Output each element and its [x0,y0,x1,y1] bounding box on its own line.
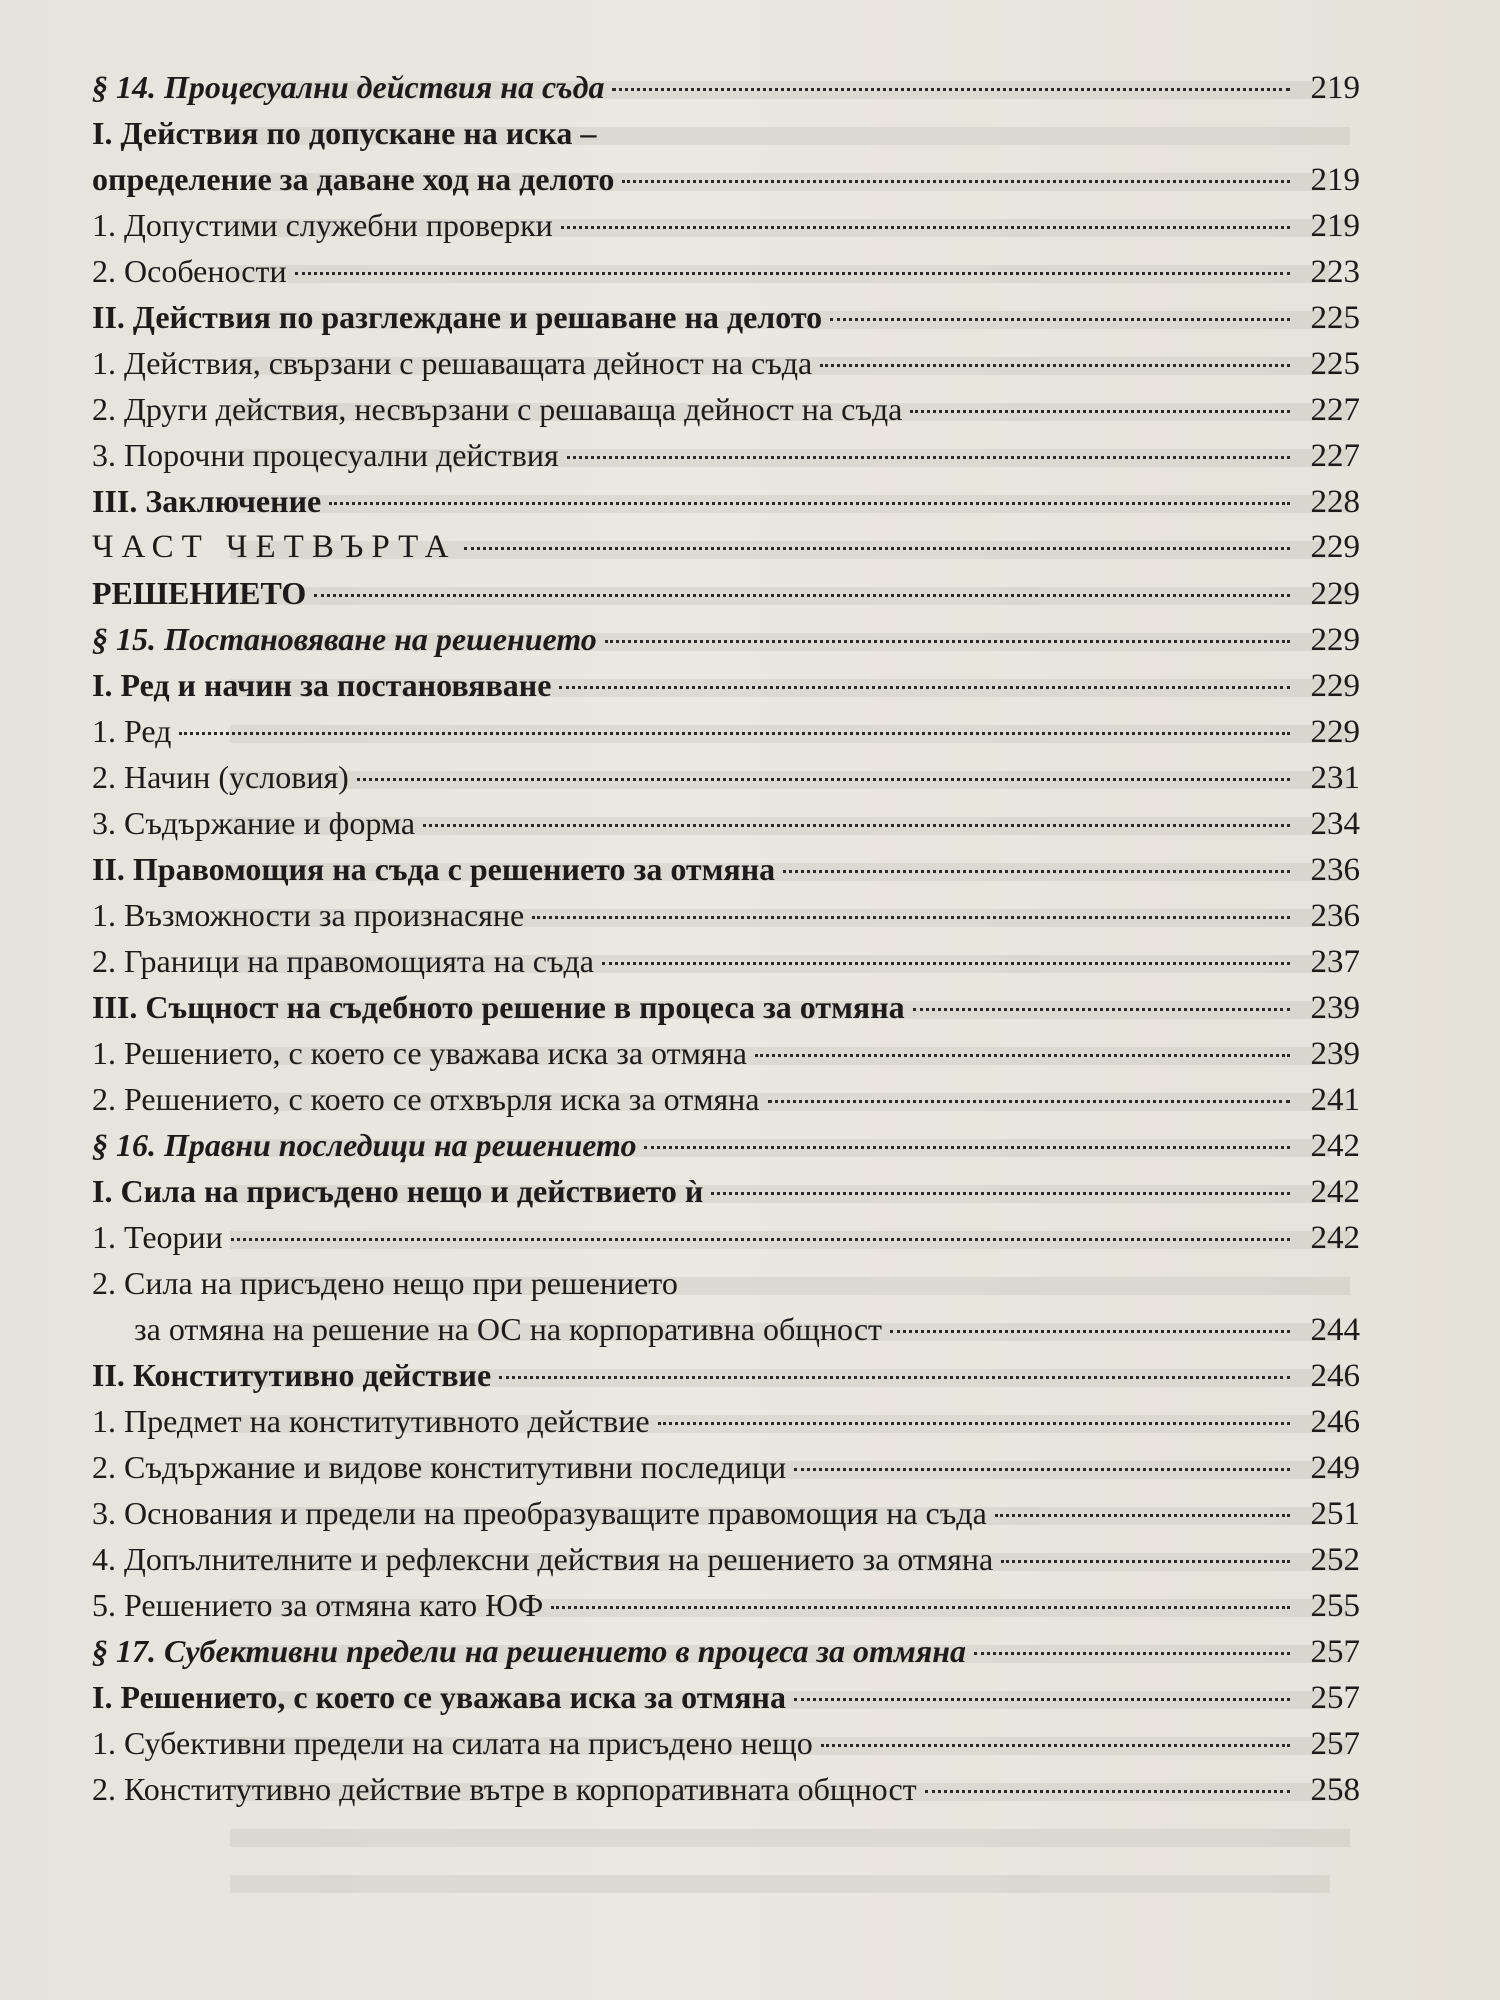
dot-leader [890,1330,1290,1333]
toc-entry-title: 3. Съдържание и форма [92,805,416,841]
dot-leader [711,1192,1290,1195]
dot-leader [910,410,1290,413]
dot-leader [605,640,1290,643]
toc-entry[interactable] [92,478,1360,524]
dot-leader [612,88,1290,91]
toc-entry-title: 2. Конститутивно действие вътре в корпоративната общност [92,1771,917,1807]
toc-entry-page-number: 229 [1310,576,1360,612]
toc-entry-title: III. Заключение [92,483,322,519]
toc-entry-page-number: 244 [1310,1312,1360,1348]
toc-entry[interactable] [92,570,1360,616]
toc-entry-page-number: 219 [1310,70,1360,106]
toc-entry-title: I. Сила на присъдено нещо и действието ѝ [92,1173,704,1209]
toc-entry[interactable] [92,708,1360,754]
toc-entry-title: 1. Действия, свързани с решаващата дейност на съда [92,345,813,381]
toc-entry[interactable] [92,248,1360,294]
dot-leader [644,1146,1290,1149]
toc-entry-page-number: 258 [1310,1772,1360,1808]
toc-entry-page-number: 246 [1310,1358,1360,1394]
toc-entry-page-number: 225 [1310,300,1360,336]
toc-entry-page-number: 236 [1310,852,1360,888]
toc-entry-page-number: 242 [1310,1128,1360,1164]
toc-entry-title: § 15. Постановяване на решението [92,621,597,657]
dot-leader [179,732,1290,735]
toc-entry[interactable] [92,1030,1360,1076]
toc-entry-page-number: 227 [1310,438,1360,474]
toc-entry-title: 2. Други действия, несвързани с решаваща дейност на съда [92,391,903,427]
toc-entry[interactable] [92,1490,1360,1536]
toc-entry-title: I. Ред и начин за постановяване [92,667,552,703]
toc-entry-page-number: 229 [1310,668,1360,704]
dot-leader [423,824,1290,827]
toc-entry-page-number: 239 [1310,990,1360,1026]
toc-entry[interactable] [92,524,1360,570]
toc-entry-page-number: 229 [1310,622,1360,658]
toc-entry-title: III. Същност на съдебното решение в процеса за отмяна [92,989,905,1025]
dot-leader [794,1468,1290,1471]
dot-leader [602,962,1290,965]
toc-entry-page-number: 252 [1310,1542,1360,1578]
toc-entry[interactable] [92,1444,1360,1490]
toc-entry[interactable] [92,1352,1360,1398]
dot-leader [755,1054,1290,1057]
toc-entry-title: 1. Решението, с което се уважава иска за отмяна [92,1035,747,1071]
table-of-contents [92,64,1360,1812]
dot-leader [532,916,1290,919]
toc-entry-title: 2. Сила на присъдено нещо при решението [92,1265,678,1301]
dot-leader [295,272,1290,275]
toc-entry-title: § 14. Процесуални действия на съда [92,69,605,105]
toc-entry[interactable] [92,1214,1360,1260]
toc-entry-page-number: 241 [1310,1082,1360,1118]
toc-entry-title: 2. Начин (условия) [92,759,349,795]
dot-leader [464,547,1290,550]
toc-entry-title: I. Решението, с което се уважава иска за отмяна [92,1679,786,1715]
toc-entry[interactable] [92,1076,1360,1122]
dot-leader [1001,1560,1290,1563]
dot-leader [830,318,1290,321]
dot-leader [622,180,1290,183]
dot-leader [499,1376,1290,1379]
dot-leader [820,364,1290,367]
toc-entry[interactable] [92,156,1360,202]
toc-entry-title: 1. Допустими служебни проверки [92,207,553,243]
toc-entry-page-number: 231 [1310,760,1360,796]
toc-entry[interactable] [92,616,1360,662]
toc-entry-title: 1. Ред [92,713,172,749]
dot-leader [658,1422,1290,1425]
toc-entry-title: определение за даване ход на делото [92,161,615,197]
toc-entry-title: 4. Допълнителните и рефлексни действия на решението за отмяна [92,1541,994,1577]
dot-leader [913,1008,1290,1011]
toc-entry-title: 3. Основания и предели на преобразуващите правомощия на съда [92,1495,987,1531]
toc-entry[interactable] [92,110,1360,156]
dot-leader [783,870,1290,873]
toc-entry-page-number: 227 [1310,392,1360,428]
toc-entry-title: ЧАСТ ЧЕТВЪРТА [92,529,457,565]
toc-entry[interactable] [92,340,1360,386]
toc-entry-page-number: 236 [1310,898,1360,934]
toc-entry[interactable] [92,938,1360,984]
toc-entry-page-number: 242 [1310,1174,1360,1210]
toc-entry-page-number: 242 [1310,1220,1360,1256]
toc-entry-page-number: 255 [1310,1588,1360,1624]
toc-entry-page-number: 219 [1310,162,1360,198]
toc-entry[interactable] [92,386,1360,432]
toc-entry[interactable] [92,1260,1360,1306]
toc-entry-title: I. Действия по допускане на иска – [92,115,597,151]
toc-entry-title: 1. Възможности за произнасяне [92,897,525,933]
toc-entry-page-number: 219 [1310,208,1360,244]
toc-entry[interactable] [92,294,1360,340]
dot-leader [768,1100,1291,1103]
dot-leader [551,1606,1290,1609]
toc-entry-title: § 16. Правни последици на решението [92,1127,637,1163]
toc-entry-page-number: 223 [1310,254,1360,290]
toc-entry[interactable] [92,800,1360,846]
dot-leader [567,456,1290,459]
toc-entry[interactable] [92,984,1360,1030]
dot-leader [357,778,1290,781]
toc-entry[interactable] [92,1628,1360,1674]
toc-entry[interactable] [92,846,1360,892]
toc-entry-title: 1. Теории [92,1219,223,1255]
toc-entry-page-number: 251 [1310,1496,1360,1532]
toc-entry[interactable] [92,202,1360,248]
toc-entry-page-number: 229 [1310,529,1360,565]
dot-leader [974,1652,1290,1655]
dot-leader [794,1698,1290,1701]
toc-entry[interactable] [92,892,1360,938]
toc-entry-page-number: 228 [1310,484,1360,520]
toc-entry-title: II. Действия по разглеждане и решаване на делото [92,299,823,335]
toc-entry-page-number: 246 [1310,1404,1360,1440]
toc-entry-title: 2. Особености [92,253,287,289]
toc-entry[interactable] [92,754,1360,800]
toc-entry[interactable] [92,1720,1360,1766]
toc-entry[interactable] [92,1674,1360,1720]
toc-entry[interactable] [92,1122,1360,1168]
toc-entry-title: 2. Съдържание и видове конститутивни последици [92,1449,787,1485]
toc-entry[interactable] [92,1536,1360,1582]
dot-leader [995,1514,1290,1517]
toc-entry[interactable] [92,1582,1360,1628]
toc-entry-title: II. Правомощия на съда с решението за отмяна [92,851,776,887]
toc-entry-title: за отмяна на решение на ОС на корпоративна общност [134,1311,883,1347]
dot-leader [821,1744,1290,1747]
toc-entry[interactable] [92,662,1360,708]
dot-leader [559,686,1290,689]
toc-entry[interactable] [92,432,1360,478]
toc-entry-page-number: 237 [1310,944,1360,980]
toc-entry-title: РЕШЕНИЕТО [92,575,307,611]
toc-entry-title: § 17. Субективни предели на решението в процеса за отмяна [92,1633,966,1669]
toc-entry-title: 2. Граници на правомощията на съда [92,943,594,979]
toc-entry-title: 3. Порочни процесуални действия [92,437,559,473]
toc-entry[interactable] [92,1398,1360,1444]
toc-entry-page-number: 234 [1310,806,1360,842]
dot-leader [231,1238,1290,1241]
toc-entry-page-number: 257 [1310,1680,1360,1716]
toc-entry-page-number: 257 [1310,1726,1360,1762]
toc-entry-title: 1. Предмет на конститутивното действие [92,1403,650,1439]
toc-entry-title: II. Конститутивно действие [92,1357,492,1393]
toc-entry[interactable] [92,1306,1360,1352]
toc-entry-page-number: 229 [1310,714,1360,750]
dot-leader [314,594,1290,597]
dot-leader [329,502,1290,505]
toc-entry-page-number: 225 [1310,346,1360,382]
toc-entry-page-number: 257 [1310,1634,1360,1670]
toc-entry[interactable] [92,1168,1360,1214]
toc-entry-title: 1. Субективни предели на силата на присъдено нещо [92,1725,813,1761]
toc-entry-page-number: 239 [1310,1036,1360,1072]
dot-leader [561,226,1290,229]
toc-entry-page-number: 249 [1310,1450,1360,1486]
toc-entry[interactable] [92,64,1360,110]
dot-leader [925,1790,1290,1793]
toc-entry-title: 2. Решението, с което се отхвърля иска за отмяна [92,1081,760,1117]
toc-entry[interactable] [92,1766,1360,1812]
toc-entry-title: 5. Решението за отмяна като ЮФ [92,1587,544,1623]
